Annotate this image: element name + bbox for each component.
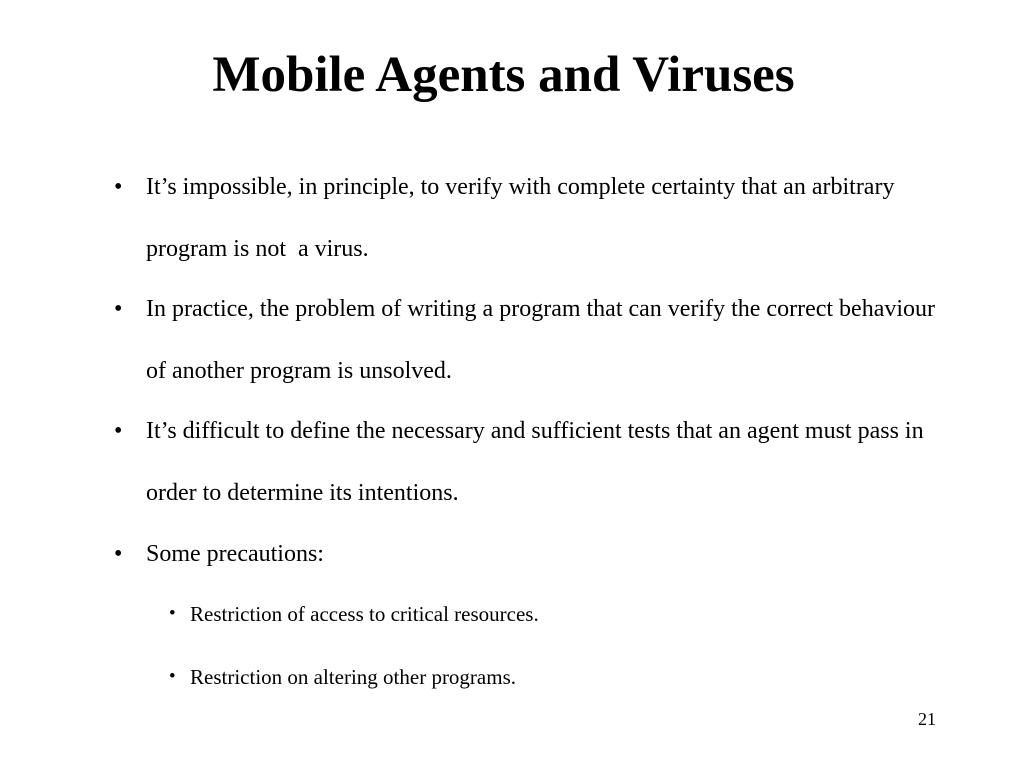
slide-title: Mobile Agents and Viruses [212, 47, 795, 103]
page-number: 21 [918, 709, 936, 729]
bullet-text: In practice, the problem of writing a program that can verify the correct behaviour of another program is unsolved. [146, 296, 941, 384]
bullet-text: It’s impossible, in principle, to verify with complete certainty that an arbitrary program is not a virus. [146, 174, 901, 262]
bullet-marker: • [114, 541, 123, 567]
bullet-marker: • [114, 174, 123, 200]
bullet-marker: • [114, 296, 123, 322]
sub-bullet-text: Restriction of access to critical resources. [190, 602, 539, 626]
bullet-text: It’s difficult to define the necessary and sufficient tests that an agent must pass in order to determine its intentions. [146, 418, 930, 506]
bullet-marker: • [169, 603, 176, 624]
bullet-marker: • [114, 418, 123, 444]
bullet-text: Some precautions: [146, 541, 324, 567]
bullet-marker: • [169, 666, 176, 687]
sub-bullet-text: Restriction on altering other programs. [190, 665, 517, 689]
